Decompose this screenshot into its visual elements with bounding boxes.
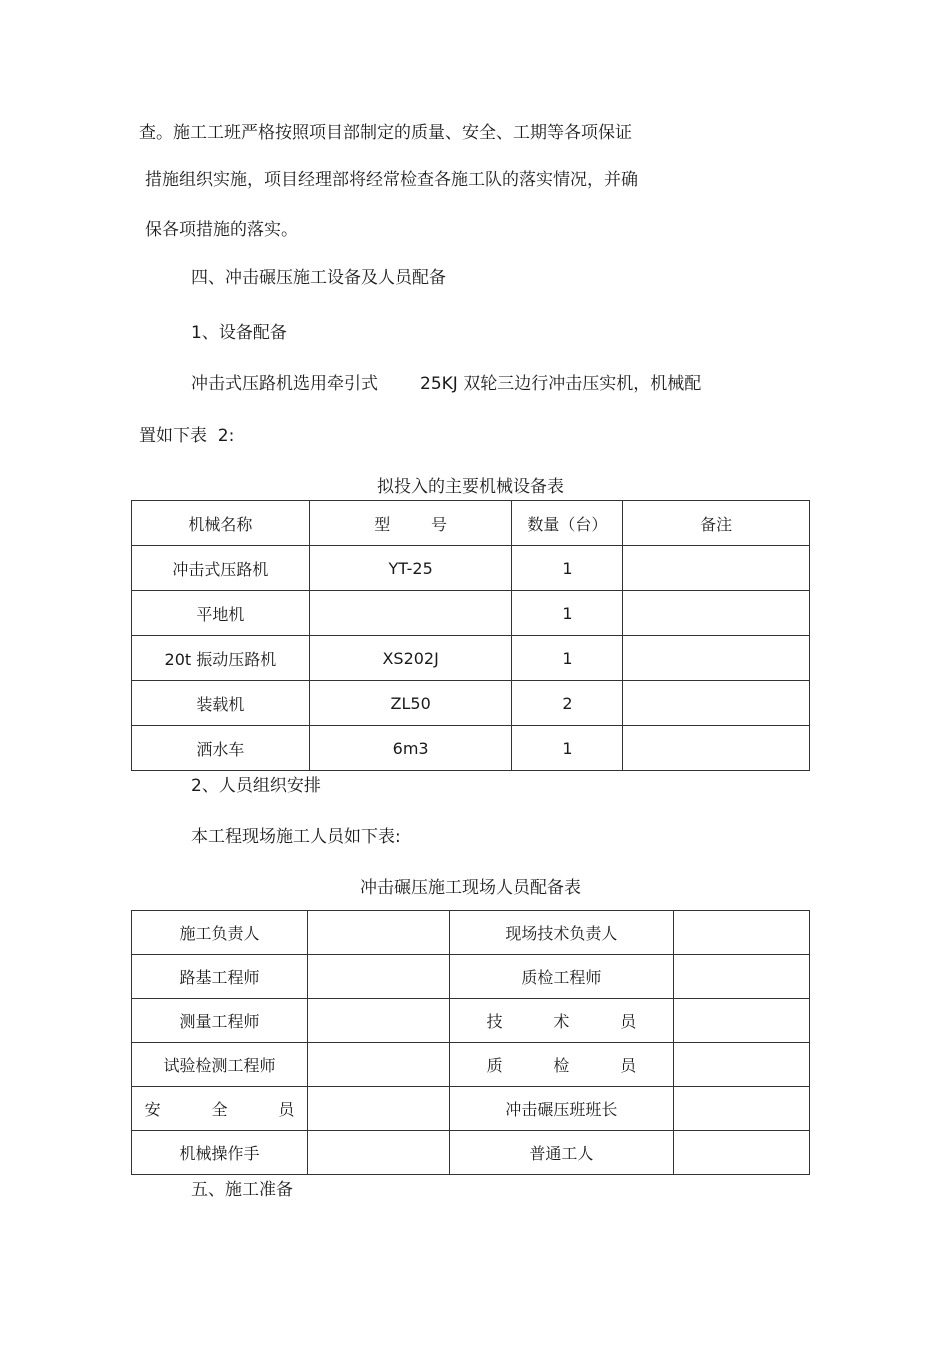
table-cell: 质检工程师 — [449, 955, 674, 999]
table-row — [132, 726, 810, 771]
table-cell: 1 — [512, 591, 623, 636]
table-cell: XS202J — [309, 636, 512, 681]
table-caption: 拟投入的主要机械设备表 — [377, 477, 564, 497]
staff-table — [131, 910, 810, 1175]
table-cell: 装载机 — [132, 681, 310, 726]
table-row — [132, 1087, 810, 1131]
table-cell: 安 全 员 — [132, 1087, 308, 1131]
table-row — [132, 1043, 810, 1087]
table-caption: 冲击碾压施工现场人员配备表 — [360, 878, 581, 898]
table-cell: 1 — [512, 726, 623, 771]
table-cell: 测量工程师 — [132, 999, 308, 1043]
table-cell: 1 — [512, 546, 623, 591]
table-cell: 冲击碾压班班长 — [449, 1087, 674, 1131]
table-row — [132, 911, 810, 955]
paragraph-line: 25KJ 双轮三边行冲击压实机，机械配 — [420, 374, 702, 394]
section-heading: 五、施工准备 — [191, 1180, 293, 1200]
table-cell: 技 术 员 — [449, 999, 674, 1043]
table-row — [132, 1131, 810, 1175]
table-cell: 洒水车 — [132, 726, 310, 771]
table-cell: 路基工程师 — [132, 955, 308, 999]
header-cell: 数量（台） — [512, 501, 623, 546]
table-cell: 6m3 — [309, 726, 512, 771]
table-cell — [623, 591, 810, 636]
header-cell: 机械名称 — [132, 501, 310, 546]
table-header-row — [132, 501, 810, 546]
header-cell: 备注 — [623, 501, 810, 546]
table-cell: 平地机 — [132, 591, 310, 636]
table-cell: 试验检测工程师 — [132, 1043, 308, 1087]
table-row — [132, 999, 810, 1043]
header-cell: 型 号 — [309, 501, 512, 546]
table-row — [132, 546, 810, 591]
table-cell — [674, 911, 810, 955]
table-cell: 施工负责人 — [132, 911, 308, 955]
table-cell: ZL50 — [309, 681, 512, 726]
paragraph-line: 措施组织实施，项目经理部将经常检查各施工队的落实情况，并确 — [145, 170, 638, 190]
table-cell — [623, 636, 810, 681]
paragraph-line: 置如下表 2: — [139, 426, 235, 446]
equipment-table — [131, 500, 810, 771]
table-cell — [674, 1043, 810, 1087]
table-cell — [623, 726, 810, 771]
table-cell: 2 — [512, 681, 623, 726]
table-row — [132, 681, 810, 726]
table-cell: 20t 振动压路机 — [132, 636, 310, 681]
table-cell — [674, 999, 810, 1043]
table-cell: 1 — [512, 636, 623, 681]
paragraph-line: 冲击式压路机选用牵引式 — [191, 374, 378, 394]
table-cell — [307, 1043, 449, 1087]
paragraph-line: 本工程现场施工人员如下表: — [191, 827, 401, 847]
section-heading: 四、冲击碾压施工设备及人员配备 — [191, 268, 446, 288]
table-cell — [307, 911, 449, 955]
table-cell — [307, 999, 449, 1043]
table-cell — [623, 681, 810, 726]
table-cell: 冲击式压路机 — [132, 546, 310, 591]
table-cell — [307, 955, 449, 999]
table-cell: YT-25 — [309, 546, 512, 591]
table-row — [132, 636, 810, 681]
table-cell — [674, 955, 810, 999]
subsection-heading: 2、人员组织安排 — [191, 776, 321, 796]
table-cell — [674, 1131, 810, 1175]
subsection-heading: 1、设备配备 — [191, 323, 287, 343]
table-cell — [307, 1087, 449, 1131]
table-cell — [623, 546, 810, 591]
paragraph-line: 保各项措施的落实。 — [145, 220, 298, 240]
table-row — [132, 955, 810, 999]
table-cell — [307, 1131, 449, 1175]
table-cell — [309, 591, 512, 636]
paragraph-line: 查。施工工班严格按照项目部制定的质量、安全、工期等各项保证 — [139, 123, 632, 143]
table-cell: 普通工人 — [449, 1131, 674, 1175]
table-cell: 机械操作手 — [132, 1131, 308, 1175]
table-cell: 现场技术负责人 — [449, 911, 674, 955]
table-cell — [674, 1087, 810, 1131]
table-cell: 质 检 员 — [449, 1043, 674, 1087]
table-row — [132, 591, 810, 636]
